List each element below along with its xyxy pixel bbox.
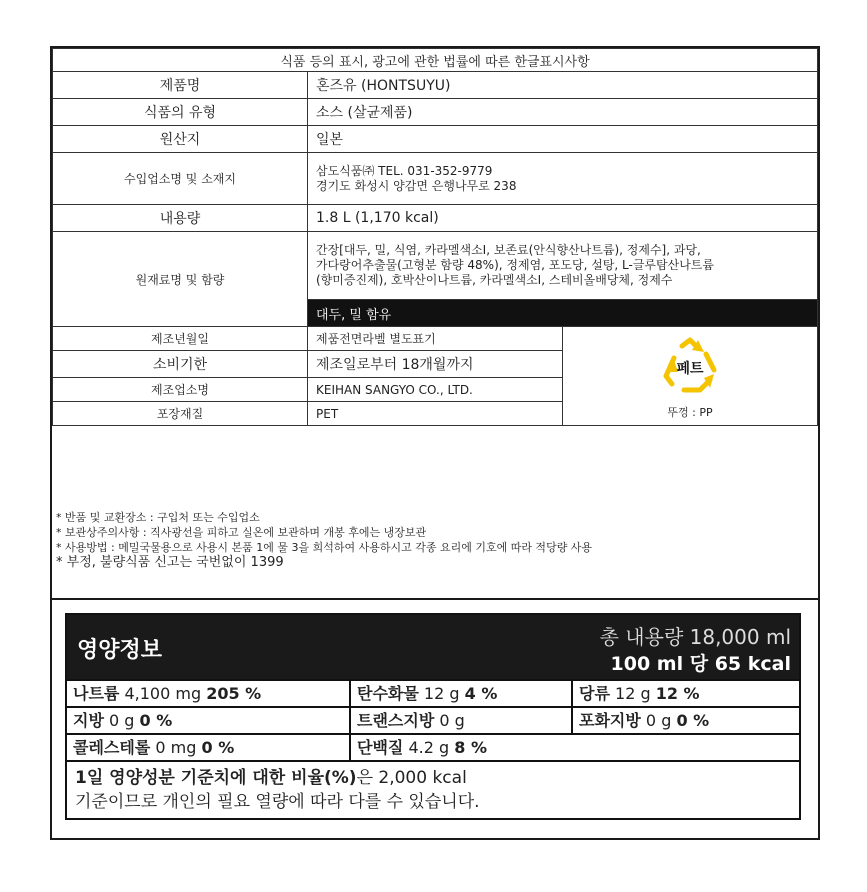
importer-line-2: 경기도 화성시 양감면 은행나무로 238 [316, 178, 517, 193]
origin-label: 원산지 [53, 126, 308, 153]
nutrient-sugars: 당류 12 g 12 % [571, 681, 799, 706]
expiry-label: 소비기한 [53, 351, 308, 378]
note-return-place: * 반품 및 교환장소 : 구입처 또는 수입업소 [56, 511, 260, 524]
manufacturer-value: KEIHAN SANGYO CO., LTD. [308, 378, 563, 402]
ingredients-line-3: (향미증진제), 호박산이나트륨, 카라멜색소Ⅰ, 스테비올배당체, 정제수 [316, 273, 673, 287]
footnote-bold: 1일 영양성분 기준치에 대한 비율(%) [75, 768, 357, 788]
nutrition-title: 영양정보 [77, 638, 163, 663]
footnote-rest: 은 2,000 kcal [356, 768, 467, 788]
cap-material: 뚜껑 : PP [667, 406, 713, 419]
ingredients-label: 원재료명 및 함량 [53, 232, 308, 327]
nutrient-cholesterol: 콜레스테롤 0 mg 0 % [73, 738, 235, 757]
notes-section [56, 510, 816, 571]
expiry-value: 제조일로부터 18개월까지 [308, 351, 563, 378]
nutrient-empty-cell [571, 735, 799, 760]
manufacturer-label: 제조업소명 [53, 378, 308, 402]
nutrition-row [67, 733, 799, 760]
nutrition-row [67, 706, 799, 733]
nutrient-saturated-fat: 포화지방 0 g 0 % [571, 708, 799, 733]
food-type-label: 식품의 유형 [53, 99, 308, 126]
nutrient-sodium: 나트륨 4,100 mg 205 % [73, 684, 262, 703]
ingredients-line-2: 가다랑어추출물(고형분 함량 48%), 정제염, 포도당, 설탕, L-글루탐산나트륨 [316, 258, 714, 272]
allergen-notice: 대두, 밀 함유 [308, 300, 818, 327]
footnote-line-2: 기준이므로 개인의 필요 열량에 따라 다를 수 있습니다. [75, 792, 480, 812]
product-name-value: 혼즈유 (HONTSUYU) [308, 72, 818, 99]
food-type-value: 소스 (살균제품) [308, 99, 818, 126]
section-divider [52, 598, 818, 600]
ingredients-value [308, 232, 818, 300]
importer-label: 수입업소명 및 소재지 [53, 153, 308, 205]
nutrition-row [67, 679, 799, 706]
nutrition-header [67, 615, 799, 679]
nutrient-fat: 지방 0 g 0 % [73, 711, 173, 730]
nutrient-carbohydrate: 탄수화물 12 g 4 % [349, 681, 571, 706]
origin-value: 일본 [308, 126, 818, 153]
note-usage: * 사용방법 : 메밀국물용으로 사용시 본품 1에 물 3을 희석하여 사용하시고 각종 요리에 기호에 따라 적당량 사용 [56, 541, 593, 554]
food-label [50, 46, 820, 840]
ingredients-line-1: 간장[대두, 밀, 식염, 카라멜색소Ⅰ, 보존료(안식향산나트륨), 정제수], 과당, [316, 243, 701, 257]
info-table [52, 48, 818, 426]
recycle-mark-text: 페트 [676, 361, 704, 377]
importer-line-1: 삼도식품㈜ TEL. 031-352-9779 [316, 163, 493, 178]
nutrient-protein: 단백질 4.2 g 8 % [349, 735, 571, 760]
recycle-pet-icon [658, 336, 722, 398]
packaging-label: 포장재질 [53, 402, 308, 426]
nutrition-per-serving: 100 ml 당 65 kcal [610, 653, 791, 675]
recycle-mark-cell [563, 327, 818, 426]
importer-value [308, 153, 818, 205]
mfg-date-label: 제조년월일 [53, 327, 308, 351]
product-name-label: 제품명 [53, 72, 308, 99]
mfg-date-value: 제품전면라벨 별도표기 [308, 327, 563, 351]
nutrition-panel [65, 613, 801, 820]
note-report: * 부정, 불량식품 신고는 국번없이 1399 [56, 555, 284, 570]
note-storage: * 보관상주의사항 : 직사광선을 피하고 실온에 보관하며 개봉 후에는 냉장보관 [56, 526, 427, 539]
nutrition-footnote [67, 760, 799, 818]
nutrition-total-volume: 총 내용량 18,000 ml [599, 625, 791, 649]
packaging-value: PET [308, 402, 563, 426]
volume-value: 1.8 L (1,170 kcal) [308, 205, 818, 232]
volume-label: 내용량 [53, 205, 308, 232]
nutrient-trans-fat: 트랜스지방 0 g [349, 708, 571, 733]
label-header-title: 식품 등의 표시, 광고에 관한 법률에 따른 한글표시사항 [53, 49, 818, 72]
